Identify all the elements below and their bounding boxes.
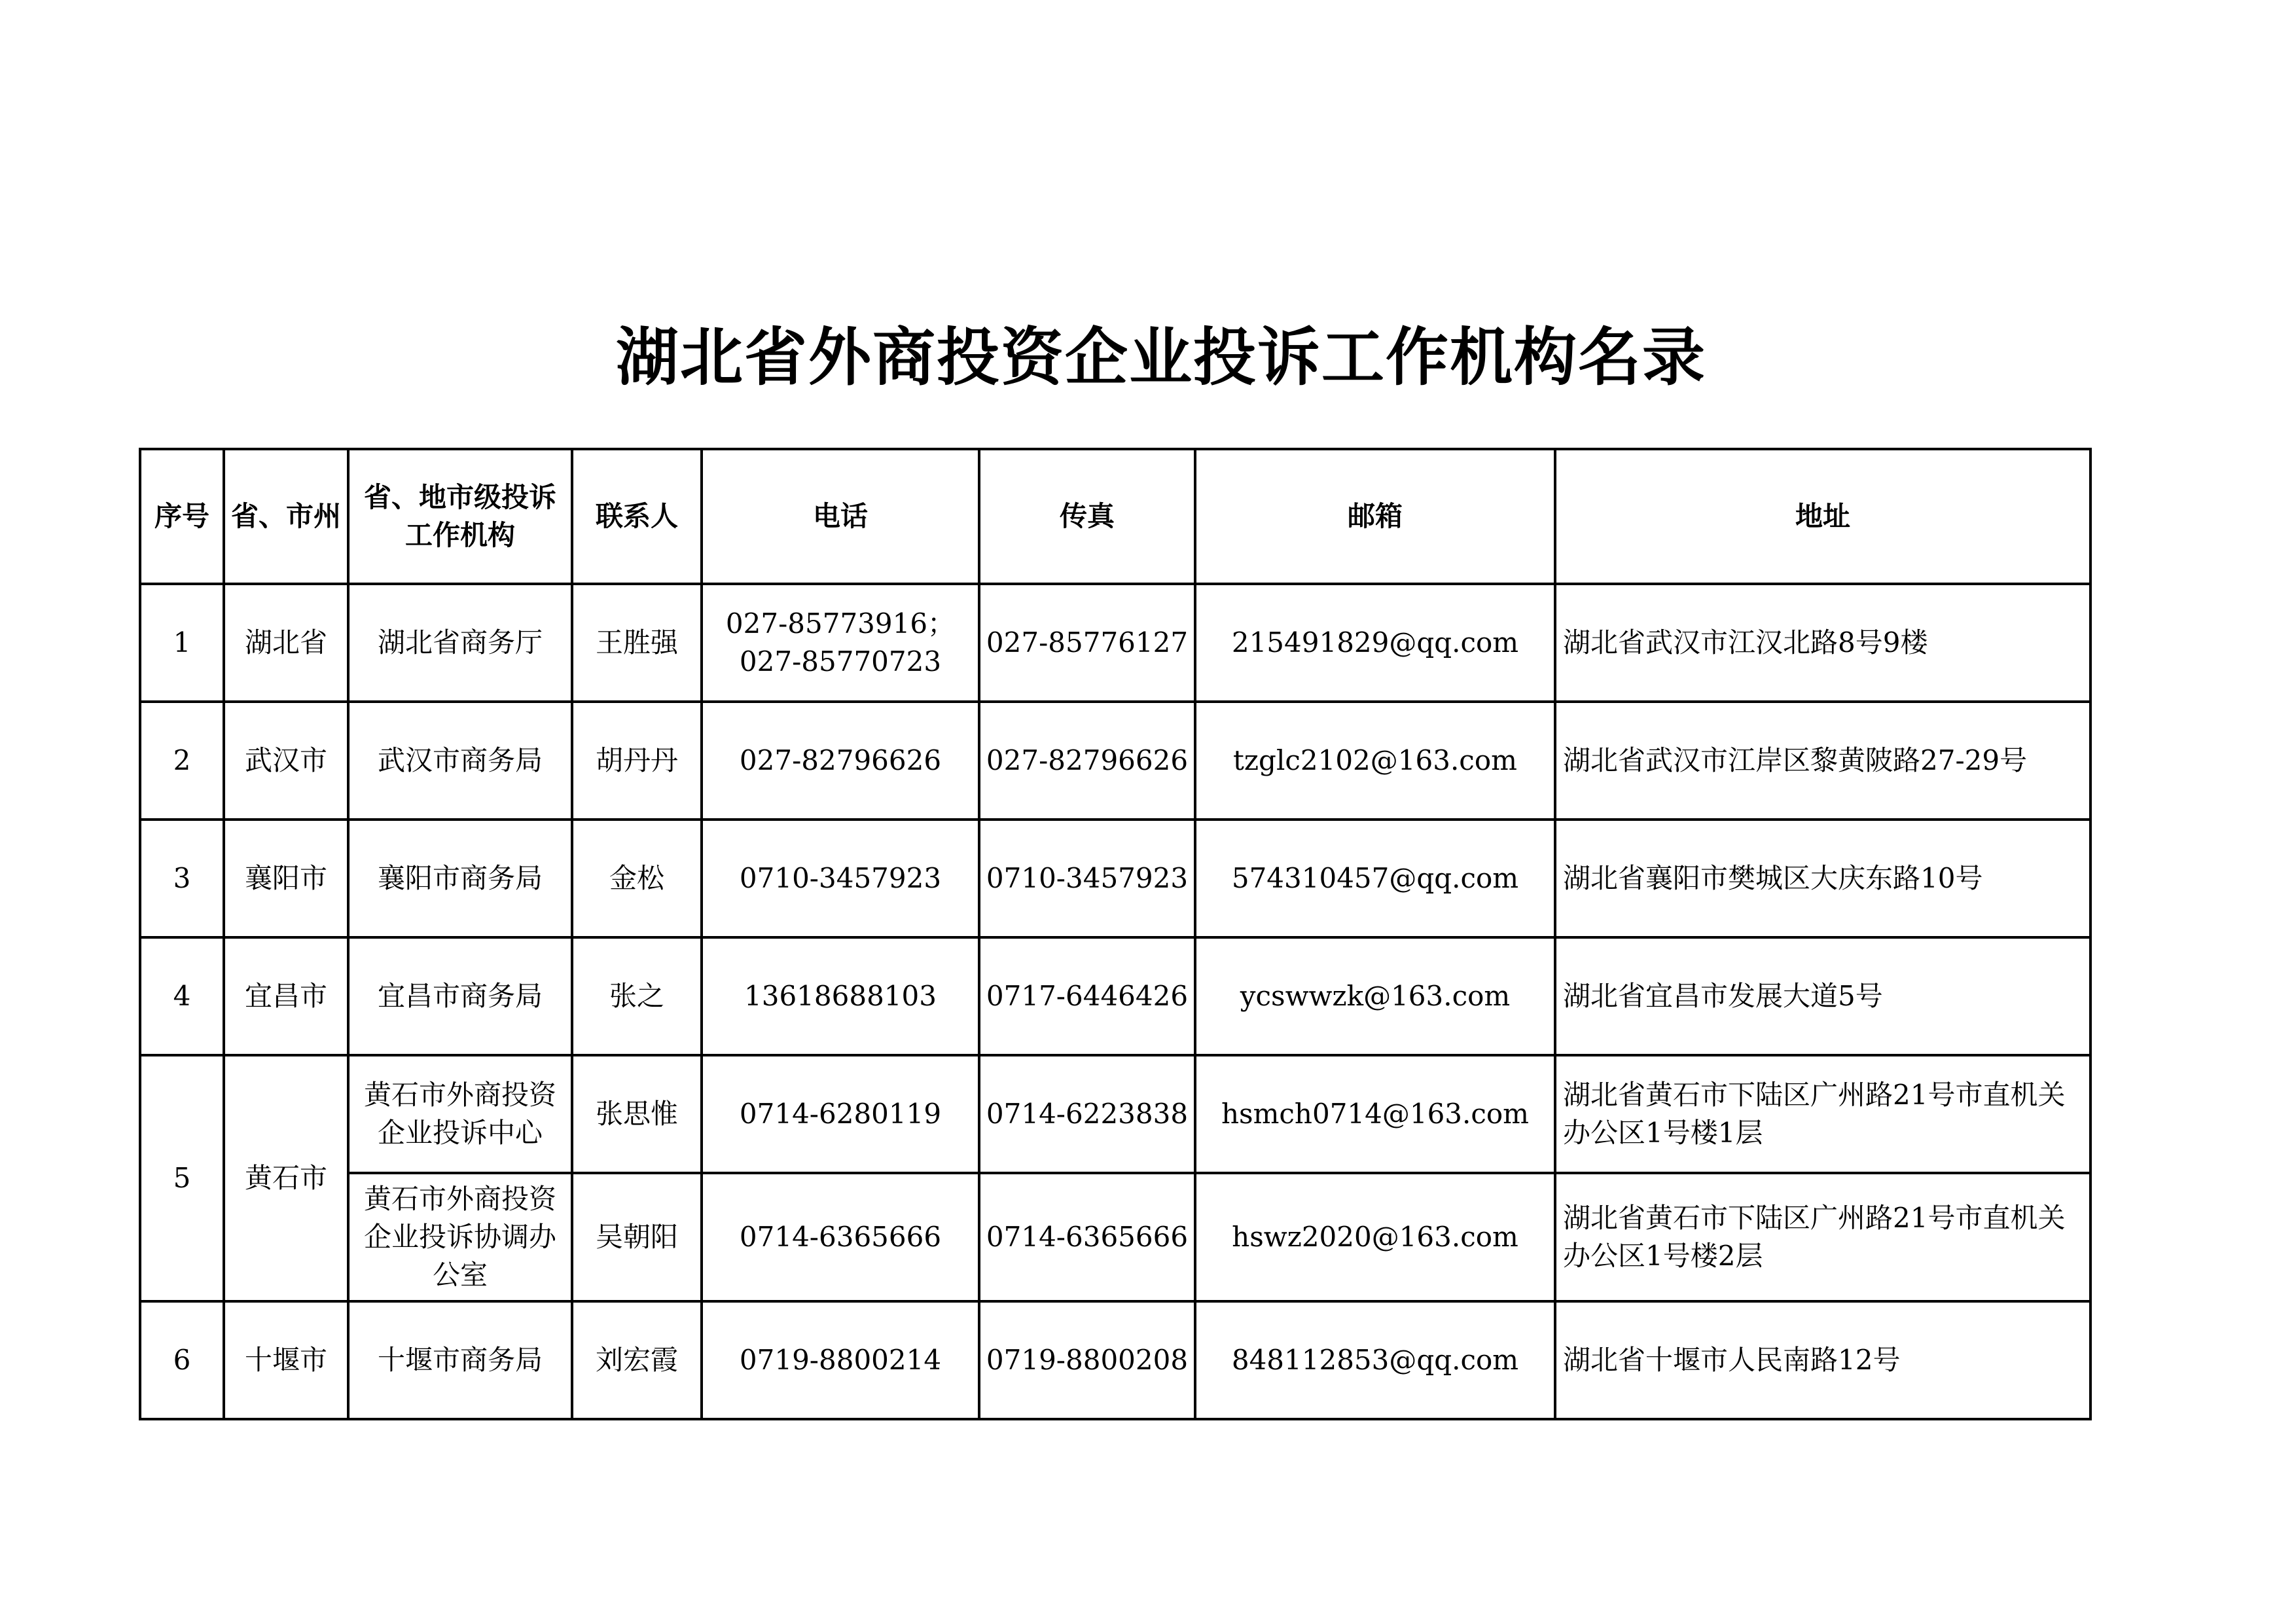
- cell-org: 黄石市外商投资企业投诉中心: [348, 1055, 572, 1173]
- cell-address: 湖北省武汉市江岸区黎黄陂路27-29号: [1555, 702, 2090, 820]
- cell-seq: 6: [140, 1301, 224, 1419]
- cell-email: ycswwzk@163.com: [1195, 937, 1555, 1055]
- header-phone: 电话: [702, 449, 979, 584]
- cell-phone: 027-85773916；027-85770723: [702, 584, 979, 702]
- header-row: [140, 449, 2090, 584]
- cell-contact: 刘宏霞: [572, 1301, 702, 1419]
- cell-phone: 0719-8800214: [702, 1301, 979, 1419]
- table-row: [140, 937, 2090, 1055]
- cell-email: tzglc2102@163.com: [1195, 702, 1555, 820]
- table-row: [140, 1055, 2090, 1173]
- cell-seq: 4: [140, 937, 224, 1055]
- cell-phone: 13618688103: [702, 937, 979, 1055]
- cell-contact: 张之: [572, 937, 702, 1055]
- cell-seq: 3: [140, 820, 224, 937]
- cell-seq: 5: [140, 1055, 224, 1301]
- table-row: [140, 1173, 2090, 1301]
- cell-email: 574310457@qq.com: [1195, 820, 1555, 937]
- cell-email: hswz2020@163.com: [1195, 1173, 1555, 1301]
- cell-province: 黄石市: [224, 1055, 348, 1301]
- cell-fax: 027-82796626: [979, 702, 1195, 820]
- cell-fax: 027-85776127: [979, 584, 1195, 702]
- cell-seq: 2: [140, 702, 224, 820]
- cell-email: 848112853@qq.com: [1195, 1301, 1555, 1419]
- cell-contact: 张思惟: [572, 1055, 702, 1173]
- header-email: 邮箱: [1195, 449, 1555, 584]
- cell-org: 武汉市商务局: [348, 702, 572, 820]
- cell-province: 武汉市: [224, 702, 348, 820]
- header-fax: 传真: [979, 449, 1195, 584]
- cell-contact: 吴朝阳: [572, 1173, 702, 1301]
- table-row: [140, 820, 2090, 937]
- table-row: [140, 702, 2090, 820]
- cell-phone: 0714-6365666: [702, 1173, 979, 1301]
- cell-address: 湖北省宜昌市发展大道5号: [1555, 937, 2090, 1055]
- cell-seq: 1: [140, 584, 224, 702]
- cell-address: 湖北省十堰市人民南路12号: [1555, 1301, 2090, 1419]
- cell-email: 215491829@qq.com: [1195, 584, 1555, 702]
- directory-table: [139, 448, 2092, 1420]
- header-org: 省、地市级投诉工作机构: [348, 449, 572, 584]
- cell-fax: 0717-6446426: [979, 937, 1195, 1055]
- page-title: 湖北省外商投资企业投诉工作机构名录: [616, 321, 1706, 394]
- header-province: 省、市州: [224, 449, 348, 584]
- header-contact: 联系人: [572, 449, 702, 584]
- table-row: [140, 1301, 2090, 1419]
- header-address: 地址: [1555, 449, 2090, 584]
- cell-email: hsmch0714@163.com: [1195, 1055, 1555, 1173]
- cell-province: 湖北省: [224, 584, 348, 702]
- cell-address: 湖北省襄阳市樊城区大庆东路10号: [1555, 820, 2090, 937]
- cell-org: 宜昌市商务局: [348, 937, 572, 1055]
- cell-province: 襄阳市: [224, 820, 348, 937]
- cell-address: 湖北省黄石市下陆区广州路21号市直机关办公区1号楼1层: [1555, 1055, 2090, 1173]
- cell-phone: 027-82796626: [702, 702, 979, 820]
- cell-contact: 胡丹丹: [572, 702, 702, 820]
- cell-phone: 0710-3457923: [702, 820, 979, 937]
- cell-province: 宜昌市: [224, 937, 348, 1055]
- cell-fax: 0719-8800208: [979, 1301, 1195, 1419]
- cell-fax: 0714-6223838: [979, 1055, 1195, 1173]
- cell-org: 黄石市外商投资企业投诉协调办公室: [348, 1173, 572, 1301]
- cell-phone: 0714-6280119: [702, 1055, 979, 1173]
- cell-address: 湖北省武汉市江汉北路8号9楼: [1555, 584, 2090, 702]
- cell-address: 湖北省黄石市下陆区广州路21号市直机关办公区1号楼2层: [1555, 1173, 2090, 1301]
- cell-fax: 0710-3457923: [979, 820, 1195, 937]
- cell-org: 十堰市商务局: [348, 1301, 572, 1419]
- cell-org: 襄阳市商务局: [348, 820, 572, 937]
- cell-province: 十堰市: [224, 1301, 348, 1419]
- cell-contact: 王胜强: [572, 584, 702, 702]
- cell-fax: 0714-6365666: [979, 1173, 1195, 1301]
- cell-org: 湖北省商务厅: [348, 584, 572, 702]
- header-seq: 序号: [140, 449, 224, 584]
- cell-contact: 金松: [572, 820, 702, 937]
- table-row: [140, 584, 2090, 702]
